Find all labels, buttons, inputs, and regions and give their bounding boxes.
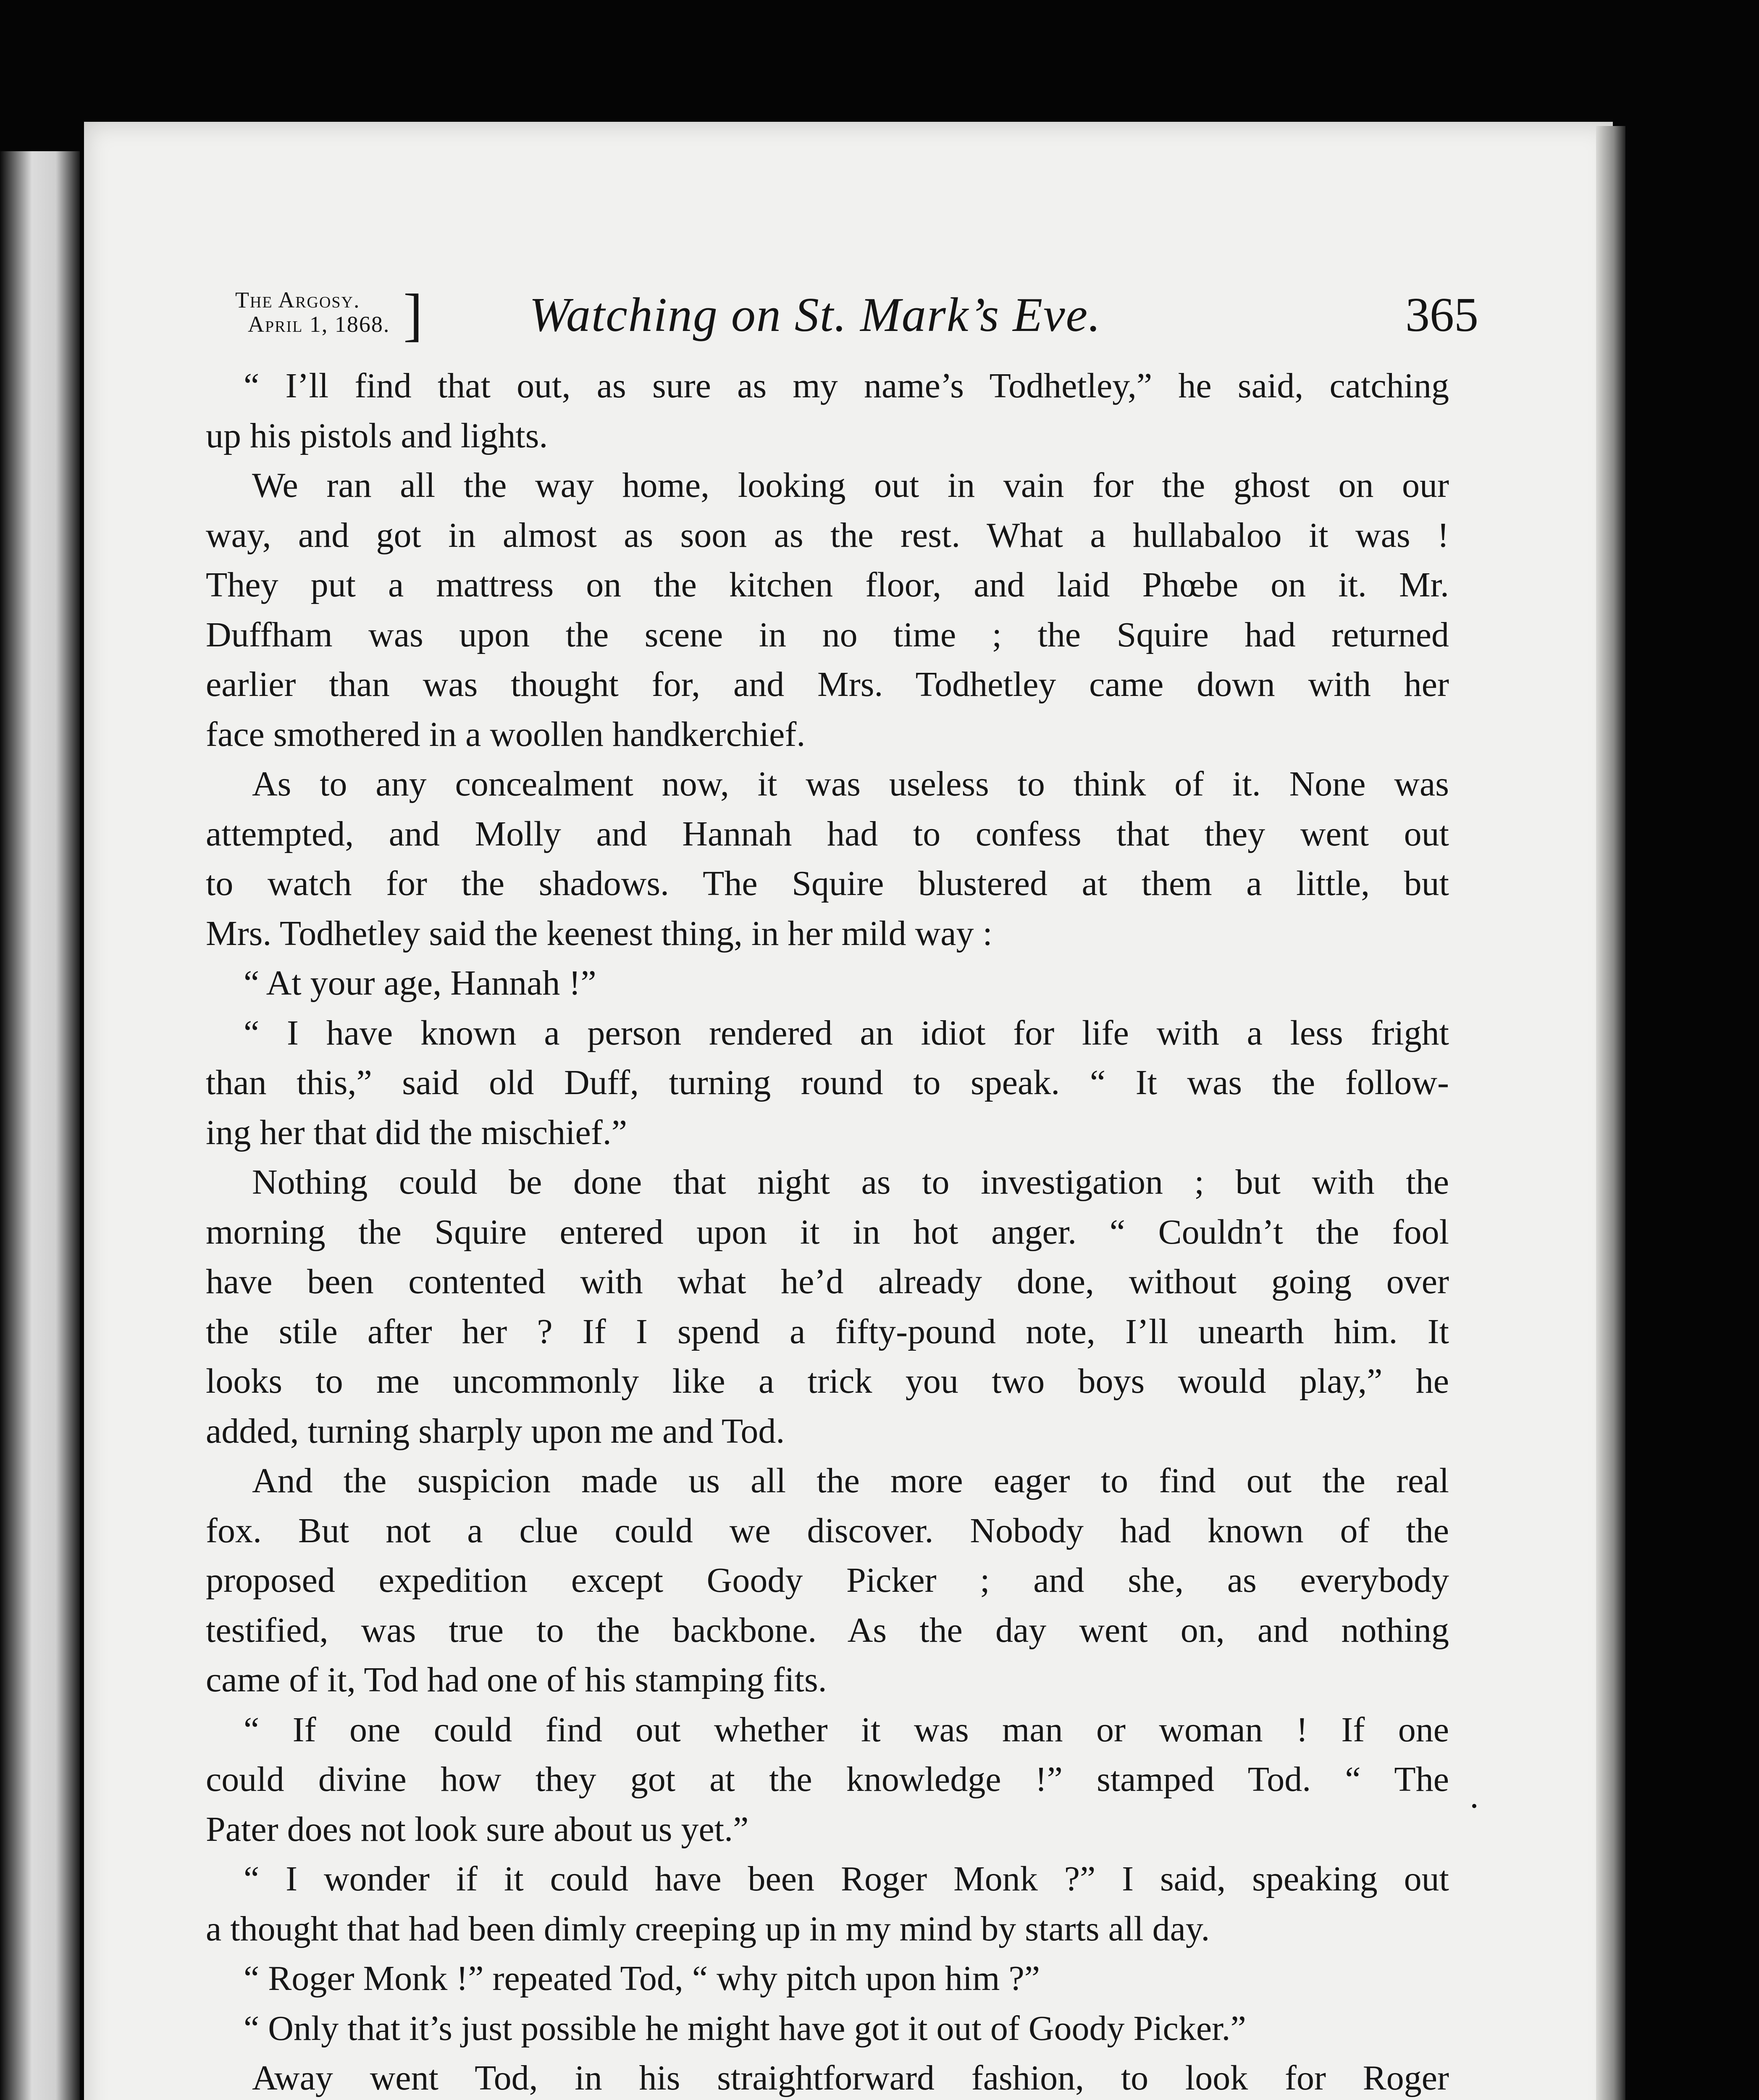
page-number: 365 (1405, 288, 1478, 342)
page-right-edge (1596, 126, 1625, 2100)
text-line: “ At your age, Hannah !” (244, 963, 596, 1003)
chapter-title: Watching on St. Mark’s Eve. (529, 288, 1102, 342)
text-line: morning the Squire entered upon it in hot anger. “ Couldn’t the fool (206, 1212, 1449, 1252)
text-line: testified, was true to the backbone. As the day went on, and nothing (206, 1610, 1449, 1650)
text-line: And the suspicion made us all the more eager to find out the real (252, 1461, 1449, 1500)
text-line: face smothered in a woollen handkerchief. (206, 714, 806, 754)
text-line: looks to me uncommonly like a trick you two boys would play,” he (206, 1362, 1449, 1401)
text-line: proposed expedition except Goody Picker ; and she, as everybody (206, 1561, 1449, 1600)
head-bracket: ] (403, 282, 423, 347)
text-line: attempted, and Molly and Hannah had to confess that they went out (206, 814, 1449, 853)
text-line: way, and got in almost as soon as the rest. What a hullabaloo it was ! (206, 515, 1449, 555)
text-line: We ran all the way home, looking out in vain for the ghost on our (252, 466, 1449, 505)
text-line: “ I have known a person rendered an idiot for life with a less fright (244, 1013, 1449, 1053)
body-text (206, 361, 1449, 2100)
text-line: the stile after her ? If I spend a fifty-pound note, I’ll unearth him. It (206, 1312, 1449, 1351)
text-line: came of it, Tod had one of his stamping fits. (206, 1660, 827, 1699)
text-line: “ If one could find out whether it was man or woman ! If one (244, 1710, 1449, 1749)
text-line: to watch for the shadows. The Squire blustered at them a little, but (206, 864, 1449, 903)
text-line: have been contented with what he’d already done, without going over (206, 1262, 1449, 1301)
text-line: could divine how they got at the knowledge !” stamped Tod. “ The (206, 1760, 1449, 1799)
journal-date: April 1, 1868. (248, 312, 390, 337)
text-line: Pater does not look sure about us yet.” (206, 1809, 749, 1849)
text-line: “ Only that it’s just possible he might have got it out of Goody Picker.” (244, 2008, 1246, 2048)
journal-name (235, 288, 390, 336)
text-line: “ I wonder if it could have been Roger Monk ?” I said, speaking out (244, 1859, 1449, 1898)
text-line: Away went Tod, in his straightforward fashion, to look for Roger (252, 2058, 1449, 2097)
text-line: Nothing could be done that night as to investigation ; but with the (252, 1163, 1449, 1202)
text-line: As to any concealment now, it was useless to think of it. None was (252, 764, 1449, 803)
journal-title: The Argosy. (235, 287, 360, 312)
text-line: “ I’ll find that out, as sure as my name’s Todhetley,” he said, catching (244, 366, 1449, 405)
text-line: than this,” said old Duff, turning round to speak. “ It was the follow- (206, 1063, 1449, 1102)
facing-page-edge (0, 151, 80, 2100)
text-line: earlier than was thought for, and Mrs. Todhetley came down with her (206, 665, 1449, 704)
text-line: “ Roger Monk !” repeated Tod, “ why pitch upon him ?” (244, 1959, 1040, 1998)
text-line: fox. But not a clue could we discover. Nobody had known of the (206, 1511, 1449, 1550)
text-line: up his pistols and lights. (206, 416, 548, 455)
text-line: ing her that did the mischief.” (206, 1113, 627, 1152)
text-line: added, turning sharply upon me and Tod. (206, 1411, 785, 1451)
text-line: a thought that had been dimly creeping up in my mind by starts all day. (206, 1909, 1210, 1948)
running-head (151, 269, 1478, 353)
text-line: Mrs. Todhetley said the keenest thing, in her mild way : (206, 914, 992, 953)
text-line: They put a mattress on the kitchen floor, and laid Phœbe on it. Mr. (206, 565, 1449, 604)
scan-speck (1472, 1804, 1476, 1808)
text-line: Duffham was upon the scene in no time ; the Squire had returned (206, 615, 1449, 654)
